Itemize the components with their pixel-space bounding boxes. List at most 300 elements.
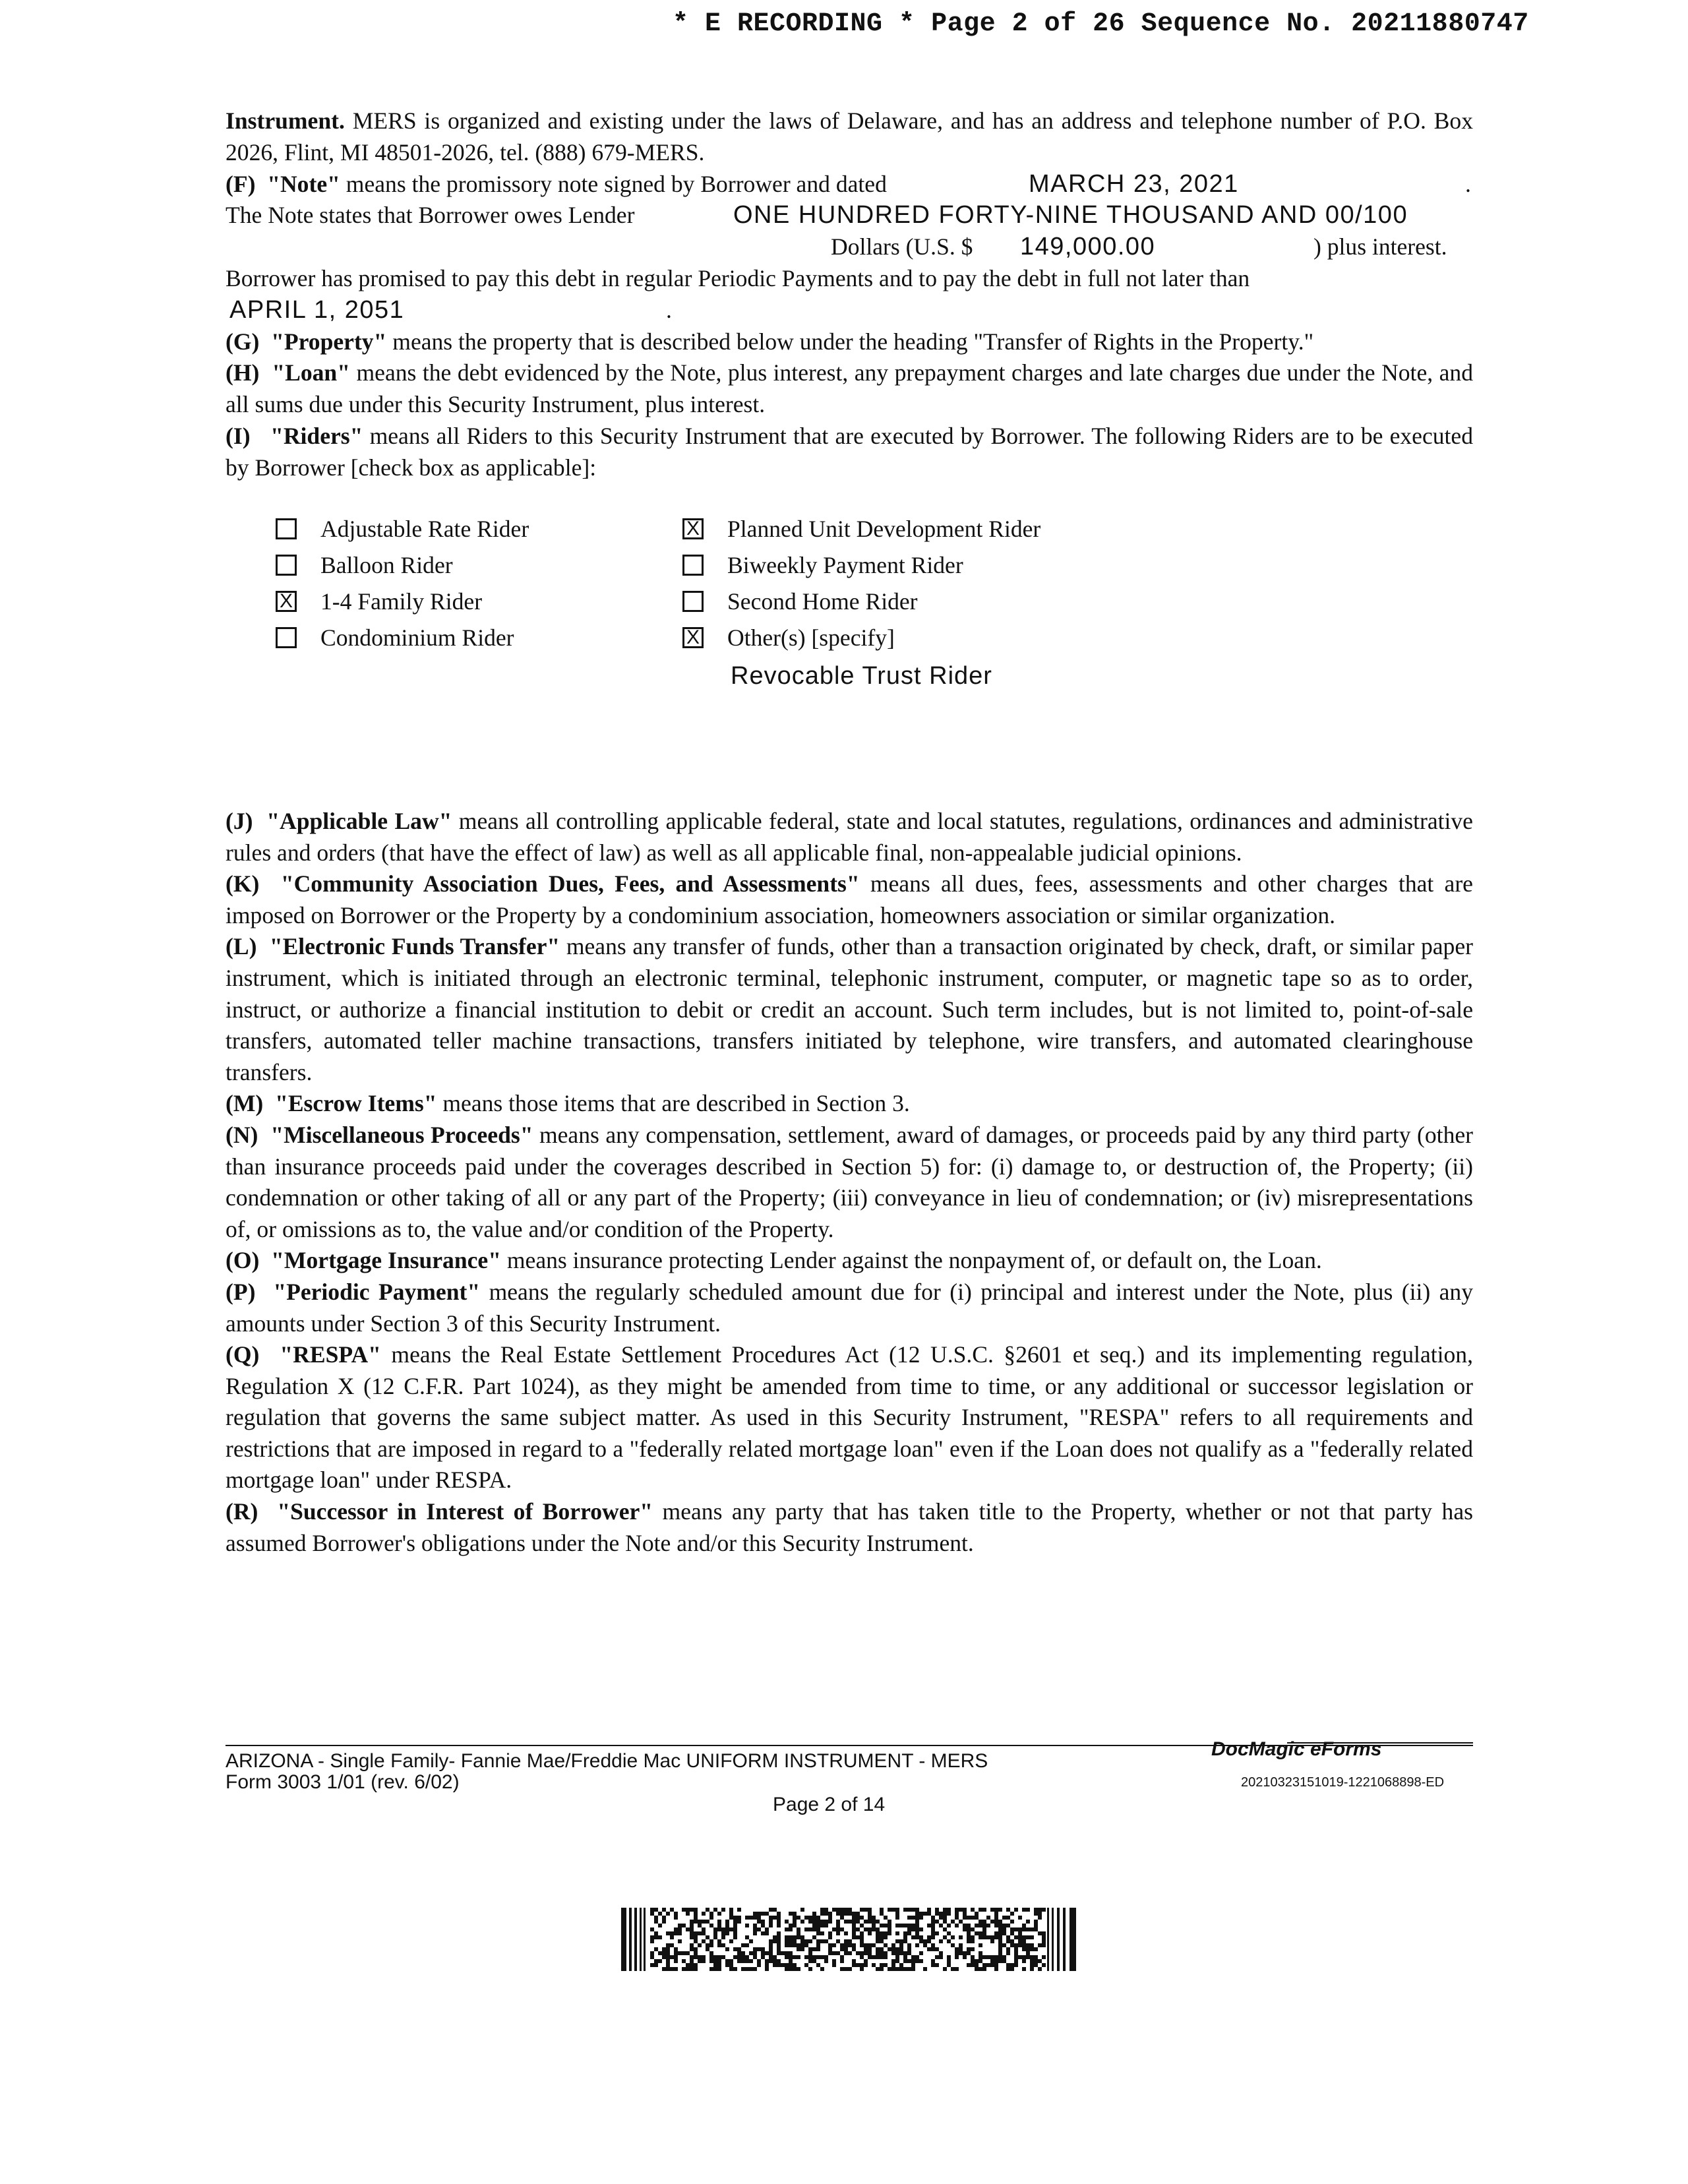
- barcode-module: [994, 1959, 998, 1963]
- barcode-module: [880, 1947, 884, 1951]
- barcode-module: [644, 1908, 646, 1971]
- barcode-module: [915, 1935, 919, 1939]
- barcode-module: [939, 1916, 943, 1920]
- barcode-module: [666, 1951, 670, 1955]
- barcode-module: [876, 1947, 880, 1951]
- barcode-module: [666, 1912, 670, 1916]
- barcode-module: [832, 1951, 836, 1955]
- barcode-module: [1014, 1943, 1018, 1947]
- barcode-module: [1052, 1908, 1054, 1971]
- barcode-module: [903, 1939, 907, 1943]
- barcode-module: [1010, 1912, 1014, 1916]
- barcode-module: [915, 1943, 919, 1947]
- barcode-module: [765, 1927, 769, 1931]
- barcode-module: [709, 1943, 713, 1947]
- barcode-module: [713, 1959, 717, 1963]
- barcode-module: [789, 1951, 793, 1955]
- barcode-module: [915, 1927, 919, 1931]
- form-number: Form 3003 1/01 (rev. 6/02): [226, 1771, 460, 1793]
- barcode-module: [749, 1967, 753, 1971]
- barcode-module: [971, 1927, 975, 1931]
- barcode-module: [690, 1947, 694, 1951]
- barcode-module: [733, 1955, 737, 1959]
- barcode-module: [706, 1908, 709, 1912]
- barcode-module: [895, 1912, 899, 1916]
- definition-term: "Loan": [272, 359, 350, 386]
- barcode-module: [955, 1912, 959, 1916]
- barcode-module: [1018, 1943, 1022, 1947]
- barcode-module: [967, 1931, 971, 1935]
- barcode-module: [658, 1935, 662, 1939]
- barcode-module: [828, 1912, 832, 1916]
- rider-checkbox[interactable]: X: [682, 518, 704, 539]
- barcode-module: [793, 1955, 797, 1959]
- barcode-module: [935, 1955, 939, 1959]
- barcode-module: [872, 1955, 876, 1959]
- barcode-module: [947, 1924, 951, 1927]
- barcode-module: [868, 1916, 872, 1920]
- barcode-module: [1026, 1935, 1030, 1939]
- definition-letter: (Q): [226, 1341, 260, 1368]
- barcode-module: [895, 1916, 899, 1920]
- barcode-module: [994, 1931, 998, 1935]
- barcode-module: [769, 1951, 773, 1955]
- barcode-module: [1034, 1908, 1038, 1912]
- barcode-module: [860, 1951, 864, 1955]
- barcode-module: [793, 1916, 797, 1920]
- barcode-module: [832, 1959, 836, 1963]
- barcode-module: [682, 1967, 686, 1971]
- barcode-module: [690, 1935, 694, 1939]
- barcode-module: [737, 1951, 741, 1955]
- barcode-module: [737, 1920, 741, 1924]
- barcode-module: [848, 1912, 852, 1916]
- barcode-module: [729, 1927, 733, 1931]
- barcode-module: [891, 1951, 895, 1955]
- barcode-module: [852, 1916, 856, 1920]
- barcode-module: [856, 1912, 860, 1916]
- barcode-module: [1038, 1959, 1042, 1963]
- rider-label: Other(s) [specify]: [727, 624, 895, 651]
- barcode-module: [998, 1947, 1002, 1951]
- barcode-module: [820, 1967, 824, 1971]
- barcode-module: [674, 1951, 678, 1955]
- barcode-module: [1030, 1967, 1034, 1971]
- barcode-module: [840, 1943, 844, 1947]
- barcode-module: [876, 1931, 880, 1935]
- page-number: Page 2 of 14: [773, 1794, 886, 1815]
- barcode-module: [793, 1967, 797, 1971]
- barcode-module: [698, 1959, 702, 1963]
- barcode-module: [852, 1963, 856, 1967]
- barcode-module: [785, 1963, 789, 1967]
- barcode-module: [915, 1924, 919, 1927]
- barcode-module: [967, 1927, 971, 1931]
- barcode-module: [745, 1935, 749, 1939]
- rider-checkbox[interactable]: [682, 591, 704, 612]
- barcode-module: [725, 1947, 729, 1951]
- barcode-module: [1030, 1927, 1034, 1931]
- definition-text: means any transfer of funds, other than a transaction originated by check, draft, or similar paper instrument, which is initiated through an electronic terminal, telephonic instrument, computer, or magnetic tape so as to order, instruct, or authorize a financial institution to debit or credit an account. Such term includes, but is not limited to, point-of-sale transfers, automated teller machine transactions, transfers initiated by telephone, wire transfers, and automated clearinghouse transfers.: [226, 933, 1473, 1085]
- barcode-module: [741, 1959, 745, 1963]
- barcode-module: [1022, 1935, 1026, 1939]
- barcode-module: [876, 1951, 880, 1955]
- barcode-module: [899, 1924, 903, 1927]
- barcode-module: [836, 1927, 840, 1931]
- barcode-module: [880, 1912, 884, 1916]
- barcode-module: [702, 1927, 706, 1931]
- barcode-module: [840, 1959, 844, 1963]
- barcode-module: [713, 1935, 717, 1939]
- barcode-module: [899, 1967, 903, 1971]
- barcode-module: [848, 1943, 852, 1947]
- barcode-module: [702, 1920, 706, 1924]
- barcode-module: [963, 1927, 967, 1931]
- barcode-module: [662, 1951, 666, 1955]
- barcode-module: [690, 1931, 694, 1935]
- barcode-module: [654, 1920, 658, 1924]
- barcode-module: [828, 1951, 832, 1955]
- barcode-module: [971, 1959, 975, 1963]
- barcode-module: [986, 1924, 990, 1927]
- barcode-module: [1034, 1927, 1038, 1931]
- barcode-module: [979, 1920, 982, 1924]
- barcode-module: [686, 1908, 690, 1912]
- barcode-module: [741, 1943, 745, 1947]
- barcode-module: [1042, 1939, 1046, 1943]
- barcode-module: [911, 1924, 915, 1927]
- definition-text: means the Real Estate Settlement Procedures Act (12 U.S.C. §2601 et seq.) and its implementing regulation, Regulation X (12 C.F.R. Part 1024), as they might be amended from time to time, or any additional or successor legislation or regulation that governs the same subject matter. As used in this Security Instrument, "RESPA" refers to all requirements and restrictions that are imposed in regard to a "federally related mortgage loan" even if the Loan does not qualify as a "federally related mortgage loan" under RESPA.: [226, 1341, 1473, 1494]
- barcode-module: [931, 1963, 935, 1967]
- note-owes-line: [226, 200, 1473, 231]
- barcode-module: [658, 1912, 662, 1916]
- barcode-module: [793, 1943, 797, 1947]
- barcode-module: [923, 1967, 927, 1971]
- barcode-module: [931, 1943, 935, 1947]
- barcode-module: [967, 1916, 971, 1920]
- barcode-module: [741, 1967, 745, 1971]
- barcode-module: [812, 1912, 816, 1916]
- barcode-module: [717, 1939, 721, 1943]
- barcode-module: [1002, 1943, 1006, 1947]
- barcode-module: [686, 1963, 690, 1967]
- definition-text: means the property that is described below under the heading "Transfer of Rights in the Property.": [392, 328, 1314, 355]
- barcode-module: [860, 1939, 864, 1943]
- barcode-module: [848, 1967, 852, 1971]
- barcode-module: [797, 1927, 800, 1931]
- barcode-module: [911, 1955, 915, 1959]
- barcode-module: [931, 1947, 935, 1951]
- note-amount: 149,000.00: [1020, 233, 1156, 261]
- barcode-module: [907, 1967, 911, 1971]
- barcode-module: [884, 1931, 888, 1935]
- barcode-module: [741, 1951, 745, 1955]
- barcode-module: [884, 1955, 888, 1959]
- barcode-module: [1002, 1916, 1006, 1920]
- barcode-module: [1026, 1927, 1030, 1931]
- barcode-module: [773, 1955, 777, 1959]
- barcode-module: [876, 1927, 880, 1931]
- barcode-module: [717, 1955, 721, 1959]
- document-body-top: [226, 106, 1473, 484]
- barcode-module: [729, 1908, 733, 1912]
- barcode-module: [990, 1939, 994, 1943]
- barcode-module: [721, 1931, 725, 1935]
- barcode-module: [634, 1908, 637, 1971]
- barcode-module: [662, 1967, 666, 1971]
- barcode-module: [959, 1951, 963, 1955]
- rider-checkbox[interactable]: [276, 518, 297, 539]
- barcode-module: [709, 1916, 713, 1920]
- barcode-module: [674, 1931, 678, 1935]
- barcode-module: [702, 1959, 706, 1963]
- definition-text: means all controlling applicable federal, state and local statutes, regulations, ordinances and administrative rules and orders (that have the effect of law) as well as all applicable final, non-appealable judicial opinions.: [226, 808, 1473, 866]
- barcode-module: [797, 1931, 800, 1935]
- barcode-module: [690, 1955, 694, 1959]
- barcode-module: [666, 1943, 670, 1947]
- barcode-module: [1010, 1943, 1014, 1947]
- barcode-module: [994, 1912, 998, 1916]
- barcode-module: [998, 1920, 1002, 1924]
- barcode-module: [745, 1959, 749, 1963]
- definition-j: [226, 806, 1473, 868]
- barcode-module: [888, 1908, 891, 1912]
- barcode-module: [773, 1908, 777, 1912]
- barcode-module: [769, 1908, 773, 1912]
- barcode-module: [899, 1951, 903, 1955]
- barcode-module: [1014, 1951, 1018, 1955]
- barcode-module: [828, 1931, 832, 1935]
- barcode-module: [931, 1959, 935, 1963]
- barcode-module: [733, 1924, 737, 1927]
- barcode-module: [666, 1963, 670, 1967]
- barcode-module: [777, 1920, 781, 1924]
- barcode-module: [753, 1912, 757, 1916]
- barcode-module: [971, 1963, 975, 1967]
- definition-letter: (I): [226, 422, 251, 449]
- barcode-module: [852, 1924, 856, 1927]
- barcode-module: [963, 1916, 967, 1920]
- rider-checkbox[interactable]: X: [682, 627, 704, 648]
- barcode-image: [621, 1908, 1077, 1971]
- docmagic-logo: DocMagic eForms: [1211, 1738, 1382, 1760]
- barcode-module: [888, 1920, 891, 1924]
- barcode-module: [721, 1943, 725, 1947]
- barcode-module: [1014, 1935, 1018, 1939]
- rider-label: Balloon Rider: [320, 552, 453, 578]
- barcode-module: [717, 1924, 721, 1927]
- barcode-module: [990, 1959, 994, 1963]
- barcode-module: [891, 1947, 895, 1951]
- barcode-module: [777, 1951, 781, 1955]
- barcode-module: [872, 1943, 876, 1947]
- barcode-module: [840, 1916, 844, 1920]
- barcode-module: [789, 1927, 793, 1931]
- barcode-module: [840, 1947, 844, 1951]
- barcode-module: [919, 1959, 923, 1963]
- barcode-module: [662, 1916, 666, 1920]
- barcode-module: [931, 1920, 935, 1924]
- barcode-module: [694, 1967, 698, 1971]
- barcode-module: [800, 1935, 804, 1939]
- barcode-module: [640, 1908, 642, 1971]
- rider-other-specified: Revocable Trust Rider: [731, 662, 992, 690]
- barcode-module: [1006, 1947, 1010, 1951]
- barcode-module: [994, 1935, 998, 1939]
- note-owes-text: The Note states that Borrower owes Lender: [226, 202, 635, 229]
- barcode-module: [884, 1924, 888, 1927]
- barcode-module: [895, 1955, 899, 1959]
- barcode-module: [895, 1959, 899, 1963]
- barcode-module: [1010, 1927, 1014, 1931]
- barcode-module: [963, 1924, 967, 1927]
- barcode-module: [753, 1951, 757, 1955]
- barcode-module: [967, 1963, 971, 1967]
- barcode-module: [650, 1963, 654, 1967]
- barcode-module: [971, 1939, 975, 1943]
- barcode-module: [808, 1939, 812, 1943]
- barcode-module: [702, 1939, 706, 1943]
- barcode-module: [765, 1951, 769, 1955]
- barcode-module: [694, 1916, 698, 1920]
- barcode-module: [816, 1943, 820, 1947]
- barcode-module: [654, 1916, 658, 1920]
- barcode-module: [927, 1939, 931, 1943]
- barcode-module: [856, 1935, 860, 1939]
- barcode-module: [785, 1939, 789, 1943]
- barcode-module: [915, 1920, 919, 1924]
- definition-m: [226, 1088, 1473, 1120]
- definition-letter: (P): [226, 1278, 256, 1305]
- barcode-module: [975, 1924, 979, 1927]
- barcode-module: [804, 1943, 808, 1947]
- barcode-module: [955, 1908, 959, 1912]
- barcode-module: [812, 1959, 816, 1963]
- barcode-module: [975, 1931, 979, 1935]
- definition-q: [226, 1339, 1473, 1496]
- barcode-module: [975, 1963, 979, 1967]
- barcode-module: [1002, 1927, 1006, 1931]
- barcode-module: [698, 1943, 702, 1947]
- barcode-module: [982, 1920, 986, 1924]
- barcode-module: [828, 1943, 832, 1947]
- barcode-module: [963, 1955, 967, 1959]
- barcode-module: [737, 1959, 741, 1963]
- barcode-module: [824, 1955, 828, 1959]
- barcode-module: [654, 1959, 658, 1963]
- definition-letter: (J): [226, 808, 253, 834]
- barcode-module: [955, 1951, 959, 1955]
- barcode-module: [836, 1931, 840, 1935]
- barcode-module: [1022, 1947, 1026, 1951]
- barcode-module: [690, 1967, 694, 1971]
- definition-letter: (L): [226, 933, 257, 960]
- barcode-module: [1014, 1955, 1018, 1959]
- note-maturity-date: APRIL 1, 2051: [229, 295, 405, 324]
- barcode-module: [994, 1920, 998, 1924]
- barcode-module: [820, 1912, 824, 1916]
- barcode-module: [733, 1931, 737, 1935]
- barcode-module: [979, 1931, 982, 1935]
- barcode-module: [844, 1920, 848, 1924]
- barcode-module: [935, 1912, 939, 1916]
- barcode-module: [789, 1924, 793, 1927]
- barcode-module: [773, 1963, 777, 1967]
- barcode-module: [800, 1947, 804, 1951]
- barcode-module: [998, 1955, 1002, 1959]
- barcode-module: [880, 1951, 884, 1955]
- barcode-module: [765, 1963, 769, 1967]
- barcode-module: [808, 1967, 812, 1971]
- barcode-module: [899, 1947, 903, 1951]
- barcode-module: [971, 1935, 975, 1939]
- barcode-module: [1010, 1939, 1014, 1943]
- barcode-module: [745, 1955, 749, 1959]
- barcode-module: [923, 1912, 927, 1916]
- note-date: MARCH 23, 2021: [1029, 169, 1239, 198]
- barcode-module: [725, 1927, 729, 1931]
- barcode-module: [1026, 1955, 1030, 1959]
- definition-g: [226, 326, 1473, 358]
- barcode-module: [891, 1963, 895, 1967]
- barcode-module: [884, 1951, 888, 1955]
- barcode-module: [994, 1955, 998, 1959]
- barcode-module: [1006, 1939, 1010, 1943]
- barcode-module: [891, 1943, 895, 1947]
- barcode-module: [709, 1912, 713, 1916]
- barcode-module: [998, 1935, 1002, 1939]
- barcode-module: [955, 1916, 959, 1920]
- barcode-module: [686, 1912, 690, 1916]
- barcode-module: [876, 1920, 880, 1924]
- barcode-module: [836, 1924, 840, 1927]
- barcode-module: [789, 1955, 793, 1959]
- rider-checkbox[interactable]: [682, 555, 704, 576]
- rider-checkbox[interactable]: X: [276, 591, 297, 612]
- rider-checkbox[interactable]: [276, 555, 297, 576]
- barcode-module: [903, 1908, 907, 1912]
- intro-text: MERS is organized and existing under the laws of Delaware, and has an address and telephone number of P.O. Box 2026, Flint, MI 48501-2026, tel. (888) 679-MERS.: [226, 107, 1473, 166]
- barcode-module: [876, 1939, 880, 1943]
- barcode-module: [1038, 1916, 1042, 1920]
- barcode-module: [947, 1959, 951, 1963]
- barcode-module: [860, 1963, 864, 1967]
- barcode-module: [919, 1935, 923, 1939]
- barcode-module: [856, 1916, 860, 1920]
- barcode-module: [982, 1955, 986, 1959]
- barcode-module: [793, 1935, 797, 1939]
- barcode-module: [856, 1927, 860, 1931]
- barcode-module: [852, 1943, 856, 1947]
- barcode-module: [670, 1935, 674, 1939]
- barcode-module: [686, 1967, 690, 1971]
- rider-checkbox[interactable]: [276, 627, 297, 648]
- barcode-module: [678, 1939, 682, 1943]
- barcode-module: [797, 1943, 800, 1947]
- barcode-module: [998, 1943, 1002, 1947]
- barcode-module: [884, 1916, 888, 1920]
- barcode-module: [1002, 1924, 1006, 1927]
- barcode-module: [678, 1951, 682, 1955]
- barcode-module: [678, 1927, 682, 1931]
- barcode-module: [1034, 1955, 1038, 1959]
- barcode-module: [733, 1927, 737, 1931]
- barcode-module: [832, 1943, 836, 1947]
- barcode-module: [939, 1955, 943, 1959]
- barcode-module: [737, 1916, 741, 1920]
- barcode-module: [911, 1967, 915, 1971]
- definition-o: [226, 1245, 1473, 1277]
